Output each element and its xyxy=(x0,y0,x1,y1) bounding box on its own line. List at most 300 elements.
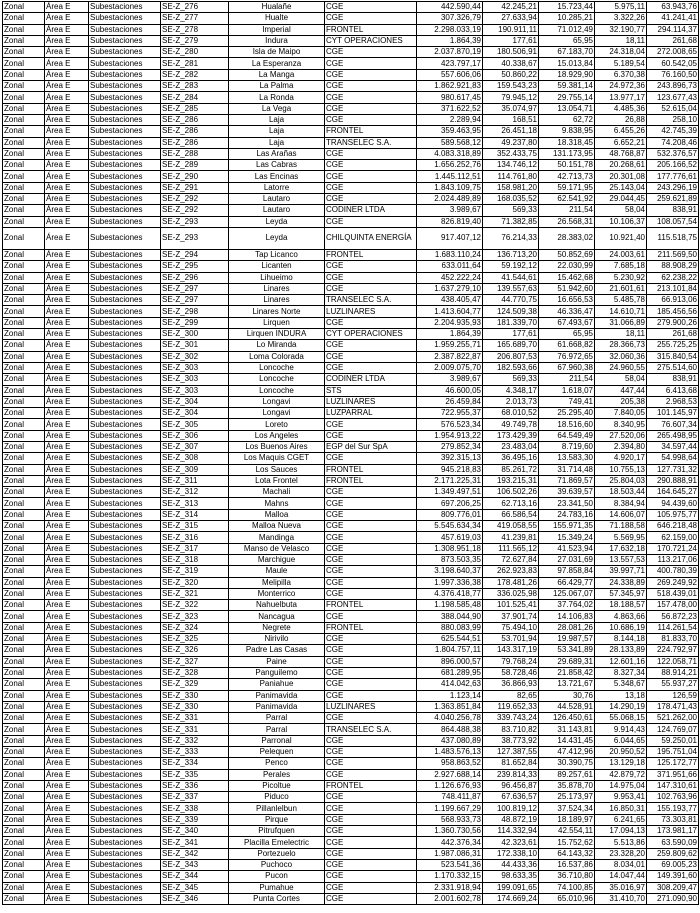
substation-name-cell: Leyda xyxy=(229,216,325,227)
value-4-cell: 17.094,13 xyxy=(595,826,647,837)
value-4-cell: 35.016,97 xyxy=(595,882,647,893)
table-row xyxy=(3,47,699,58)
segment-cell: Zonal xyxy=(3,577,45,588)
owner-cell: CGE xyxy=(325,317,417,328)
code-cell: SE-Z_296 xyxy=(161,272,229,283)
area-cell: Área E xyxy=(45,295,89,306)
code-cell: SE-Z_299 xyxy=(161,317,229,328)
value-1-cell: 2.387.822,87 xyxy=(417,351,483,362)
substation-name-cell: Leyda xyxy=(229,227,325,249)
owner-cell: CGE xyxy=(325,340,417,351)
value-4-cell: 18,11 xyxy=(595,35,647,46)
owner-cell: LUZLINARES xyxy=(325,701,417,712)
area-cell: Área E xyxy=(45,24,89,35)
value-4-cell: 4.863,66 xyxy=(595,611,647,622)
area-cell: Área E xyxy=(45,475,89,486)
segment-cell: Zonal xyxy=(3,114,45,125)
segment-cell: Zonal xyxy=(3,859,45,870)
segment-cell: Zonal xyxy=(3,103,45,114)
value-3-cell: 30.390,75 xyxy=(539,758,595,769)
value-4-cell: 24.003,61 xyxy=(595,249,647,260)
value-3-cell: 42.554,11 xyxy=(539,826,595,837)
value-2-cell: 42.323,61 xyxy=(483,837,539,848)
owner-cell: CGE xyxy=(325,893,417,904)
value-5-cell: 838,91 xyxy=(647,205,699,216)
table-row xyxy=(3,521,699,532)
value-1-cell: 279.852,34 xyxy=(417,441,483,452)
value-2-cell: 114.761,80 xyxy=(483,171,539,182)
value-5-cell: 66.913,06 xyxy=(647,295,699,306)
value-3-cell: 29.689,31 xyxy=(539,656,595,667)
value-2-cell: 136.713,20 xyxy=(483,249,539,260)
category-cell: Subestaciones xyxy=(89,182,161,193)
category-cell: Subestaciones xyxy=(89,509,161,520)
table-row xyxy=(3,419,699,430)
segment-cell: Zonal xyxy=(3,385,45,396)
segment-cell: Zonal xyxy=(3,261,45,272)
substation-name-cell: Pirque xyxy=(229,814,325,825)
value-2-cell: 59.192,12 xyxy=(483,261,539,272)
owner-cell: CGE xyxy=(325,826,417,837)
value-4-cell: 48.768,87 xyxy=(595,148,647,159)
value-5-cell: 34.597,44 xyxy=(647,441,699,452)
table-row xyxy=(3,882,699,893)
owner-cell: LUZLINARES xyxy=(325,396,417,407)
value-2-cell: 134.746,12 xyxy=(483,160,539,171)
value-5-cell: 205.166,52 xyxy=(647,160,699,171)
code-cell: SE-Z_341 xyxy=(161,837,229,848)
code-cell: SE-Z_303 xyxy=(161,385,229,396)
value-4-cell: 9.914,43 xyxy=(595,724,647,735)
segment-cell: Zonal xyxy=(3,160,45,171)
area-cell: Área E xyxy=(45,58,89,69)
value-2-cell: 569,33 xyxy=(483,374,539,385)
segment-cell: Zonal xyxy=(3,826,45,837)
value-3-cell: 9.838,95 xyxy=(539,126,595,137)
substation-name-cell: Pillanlelbun xyxy=(229,803,325,814)
value-4-cell: 8.327,34 xyxy=(595,667,647,678)
segment-cell: Zonal xyxy=(3,735,45,746)
value-3-cell: 41.523,94 xyxy=(539,543,595,554)
value-3-cell: 53.341,89 xyxy=(539,645,595,656)
segment-cell: Zonal xyxy=(3,701,45,712)
table-row xyxy=(3,351,699,362)
code-cell: SE-Z_324 xyxy=(161,622,229,633)
value-2-cell: 4.348,17 xyxy=(483,385,539,396)
segment-cell: Zonal xyxy=(3,622,45,633)
area-cell: Área E xyxy=(45,194,89,205)
owner-cell: FRONTEL xyxy=(325,622,417,633)
area-cell: Área E xyxy=(45,882,89,893)
value-5-cell: 400.780,39 xyxy=(647,566,699,577)
category-cell: Subestaciones xyxy=(89,24,161,35)
value-5-cell: 269.249,92 xyxy=(647,577,699,588)
value-4-cell: 5.513,86 xyxy=(595,837,647,848)
substation-name-cell: Manso de Velasco xyxy=(229,543,325,554)
value-5-cell: 60.542,05 xyxy=(647,58,699,69)
substation-name-cell: Maule xyxy=(229,566,325,577)
value-5-cell: 185.456,56 xyxy=(647,306,699,317)
value-1-cell: 1.864,39 xyxy=(417,35,483,46)
owner-cell: EGP del Sur SpA xyxy=(325,441,417,452)
table-row xyxy=(3,227,699,249)
value-2-cell: 49.237,80 xyxy=(483,137,539,148)
value-5-cell: 259.809,62 xyxy=(647,848,699,859)
segment-cell: Zonal xyxy=(3,216,45,227)
value-2-cell: 173.429,39 xyxy=(483,430,539,441)
substation-name-cell: La Vega xyxy=(229,103,325,114)
value-4-cell: 18.503,44 xyxy=(595,487,647,498)
owner-cell: CGE xyxy=(325,566,417,577)
category-cell: Subestaciones xyxy=(89,837,161,848)
area-cell: Área E xyxy=(45,171,89,182)
substation-name-cell: Loncoche xyxy=(229,362,325,373)
area-cell: Área E xyxy=(45,487,89,498)
value-5-cell: 178.471,43 xyxy=(647,701,699,712)
table-row xyxy=(3,758,699,769)
value-3-cell: 97.858,84 xyxy=(539,566,595,577)
value-5-cell: 42.745,39 xyxy=(647,126,699,137)
owner-cell: CGE xyxy=(325,735,417,746)
substation-name-cell: Los Maquis CGET xyxy=(229,453,325,464)
category-cell: Subestaciones xyxy=(89,362,161,373)
area-cell: Área E xyxy=(45,634,89,645)
value-1-cell: 1.170.332,15 xyxy=(417,871,483,882)
segment-cell: Zonal xyxy=(3,317,45,328)
segment-cell: Zonal xyxy=(3,848,45,859)
segment-cell: Zonal xyxy=(3,453,45,464)
value-2-cell: 168.035,52 xyxy=(483,194,539,205)
value-5-cell: 279.900,26 xyxy=(647,317,699,328)
table-row xyxy=(3,182,699,193)
value-2-cell: 48.872,19 xyxy=(483,814,539,825)
substation-name-cell: La Palma xyxy=(229,81,325,92)
value-1-cell: 1.199.667,29 xyxy=(417,803,483,814)
segment-cell: Zonal xyxy=(3,430,45,441)
value-4-cell: 8.384,94 xyxy=(595,498,647,509)
table-row xyxy=(3,543,699,554)
table-row xyxy=(3,475,699,486)
owner-cell: CGE xyxy=(325,81,417,92)
segment-cell: Zonal xyxy=(3,249,45,260)
code-cell: SE-Z_294 xyxy=(161,249,229,260)
value-1-cell: 442.590,44 xyxy=(417,2,483,13)
code-cell: SE-Z_330 xyxy=(161,690,229,701)
segment-cell: Zonal xyxy=(3,81,45,92)
value-4-cell: 8.144,18 xyxy=(595,634,647,645)
value-2-cell: 82,65 xyxy=(483,690,539,701)
value-1-cell: 576.523,34 xyxy=(417,419,483,430)
table-row xyxy=(3,92,699,103)
code-cell: SE-Z_286 xyxy=(161,137,229,148)
substation-name-cell: Parral xyxy=(229,724,325,735)
value-2-cell: 111.565,12 xyxy=(483,543,539,554)
table-row xyxy=(3,126,699,137)
value-3-cell: 50.852,69 xyxy=(539,249,595,260)
code-cell: SE-Z_337 xyxy=(161,792,229,803)
value-5-cell: 94.439,60 xyxy=(647,498,699,509)
value-5-cell: 2.968,53 xyxy=(647,396,699,407)
value-4-cell: 55.068,15 xyxy=(595,713,647,724)
code-cell: SE-Z_343 xyxy=(161,859,229,870)
area-cell: Área E xyxy=(45,148,89,159)
value-4-cell: 6.455,26 xyxy=(595,126,647,137)
value-2-cell: 66.586,54 xyxy=(483,509,539,520)
value-5-cell: 62.159,00 xyxy=(647,532,699,543)
category-cell: Subestaciones xyxy=(89,81,161,92)
value-2-cell: 35.074,97 xyxy=(483,103,539,114)
category-cell: Subestaciones xyxy=(89,329,161,340)
substation-name-cell: Longavi xyxy=(229,396,325,407)
segment-cell: Zonal xyxy=(3,814,45,825)
value-3-cell: 15.462,68 xyxy=(539,272,595,283)
value-2-cell: 85.261,72 xyxy=(483,464,539,475)
code-cell: SE-Z_303 xyxy=(161,362,229,373)
owner-cell: CGE xyxy=(325,758,417,769)
value-3-cell: 65,95 xyxy=(539,35,595,46)
value-3-cell: 18.929,90 xyxy=(539,69,595,80)
value-4-cell: 4.485,36 xyxy=(595,103,647,114)
category-cell: Subestaciones xyxy=(89,690,161,701)
code-cell: SE-Z_325 xyxy=(161,634,229,645)
category-cell: Subestaciones xyxy=(89,679,161,690)
area-cell: Área E xyxy=(45,351,89,362)
value-4-cell: 205,38 xyxy=(595,396,647,407)
substation-name-cell: Isla de Maipo xyxy=(229,47,325,58)
substation-name-cell: Melipilla xyxy=(229,577,325,588)
value-3-cell: 16.656,53 xyxy=(539,295,595,306)
value-1-cell: 2.289,94 xyxy=(417,114,483,125)
owner-cell: FRONTEL xyxy=(325,126,417,137)
value-2-cell: 23.483,04 xyxy=(483,441,539,452)
table-row xyxy=(3,554,699,565)
value-2-cell: 339.743,24 xyxy=(483,713,539,724)
substation-name-cell: Monterrico xyxy=(229,588,325,599)
value-4-cell: 29.044,45 xyxy=(595,194,647,205)
value-2-cell: 182.593,66 xyxy=(483,362,539,373)
value-5-cell: 243.296,19 xyxy=(647,182,699,193)
value-4-cell: 23.328,20 xyxy=(595,848,647,859)
value-1-cell: 1.349.497,51 xyxy=(417,487,483,498)
table-row xyxy=(3,498,699,509)
value-5-cell: 261,68 xyxy=(647,35,699,46)
table-row xyxy=(3,137,699,148)
value-4-cell: 17.632,18 xyxy=(595,543,647,554)
value-2-cell: 81.652,84 xyxy=(483,758,539,769)
segment-cell: Zonal xyxy=(3,667,45,678)
value-5-cell: 76.160,50 xyxy=(647,69,699,80)
value-1-cell: 625.544,51 xyxy=(417,634,483,645)
segment-cell: Zonal xyxy=(3,205,45,216)
code-cell: SE-Z_334 xyxy=(161,758,229,769)
value-2-cell: 168,51 xyxy=(483,114,539,125)
substation-name-cell: Pumahue xyxy=(229,882,325,893)
value-1-cell: 880.083,99 xyxy=(417,622,483,633)
substation-name-cell: Perales xyxy=(229,769,325,780)
table-row xyxy=(3,441,699,452)
table-row xyxy=(3,295,699,306)
code-cell: SE-Z_326 xyxy=(161,645,229,656)
code-cell: SE-Z_327 xyxy=(161,656,229,667)
category-cell: Subestaciones xyxy=(89,114,161,125)
value-4-cell: 71.188,58 xyxy=(595,521,647,532)
value-4-cell: 6.241,65 xyxy=(595,814,647,825)
code-cell: SE-Z_306 xyxy=(161,430,229,441)
code-cell: SE-Z_279 xyxy=(161,35,229,46)
code-cell: SE-Z_305 xyxy=(161,419,229,430)
segment-cell: Zonal xyxy=(3,837,45,848)
owner-cell: CGE xyxy=(325,588,417,599)
value-2-cell: 44.770,75 xyxy=(483,295,539,306)
value-1-cell: 1.198.585,48 xyxy=(417,600,483,611)
owner-cell: CGE xyxy=(325,261,417,272)
category-cell: Subestaciones xyxy=(89,227,161,249)
segment-cell: Zonal xyxy=(3,713,45,724)
category-cell: Subestaciones xyxy=(89,272,161,283)
category-cell: Subestaciones xyxy=(89,317,161,328)
value-3-cell: 8.719,60 xyxy=(539,441,595,452)
code-cell: SE-Z_320 xyxy=(161,577,229,588)
segment-cell: Zonal xyxy=(3,803,45,814)
segment-cell: Zonal xyxy=(3,58,45,69)
value-2-cell: 206.807,53 xyxy=(483,351,539,362)
area-cell: Área E xyxy=(45,47,89,58)
area-cell: Área E xyxy=(45,453,89,464)
table-row xyxy=(3,249,699,260)
value-4-cell: 10.106,37 xyxy=(595,216,647,227)
segment-cell: Zonal xyxy=(3,148,45,159)
value-2-cell: 53.701,94 xyxy=(483,634,539,645)
value-5-cell: 272.008,65 xyxy=(647,47,699,58)
owner-cell: CGE xyxy=(325,848,417,859)
table-row xyxy=(3,272,699,283)
value-3-cell: 37.524,34 xyxy=(539,803,595,814)
code-cell: SE-Z_333 xyxy=(161,747,229,758)
segment-cell: Zonal xyxy=(3,611,45,622)
value-4-cell: 5.975,11 xyxy=(595,2,647,13)
substation-name-cell: Panguilemo xyxy=(229,667,325,678)
category-cell: Subestaciones xyxy=(89,487,161,498)
value-5-cell: 261,68 xyxy=(647,329,699,340)
owner-cell: CGE xyxy=(325,498,417,509)
owner-cell: STS xyxy=(325,385,417,396)
code-cell: SE-Z_293 xyxy=(161,227,229,249)
substations-table xyxy=(2,1,699,905)
area-cell: Área E xyxy=(45,814,89,825)
owner-cell: FRONTEL xyxy=(325,249,417,260)
value-2-cell: 96.456,87 xyxy=(483,780,539,791)
code-cell: SE-Z_340 xyxy=(161,826,229,837)
value-4-cell: 31.410,70 xyxy=(595,893,647,904)
segment-cell: Zonal xyxy=(3,47,45,58)
value-1-cell: 557.606,06 xyxy=(417,69,483,80)
substation-name-cell: Linares xyxy=(229,295,325,306)
area-cell: Área E xyxy=(45,509,89,520)
category-cell: Subestaciones xyxy=(89,826,161,837)
owner-cell: CGE xyxy=(325,148,417,159)
value-1-cell: 917.407,12 xyxy=(417,227,483,249)
table-row xyxy=(3,837,699,848)
code-cell: SE-Z_346 xyxy=(161,893,229,904)
substation-name-cell: Pelequen xyxy=(229,747,325,758)
value-2-cell: 50.860,22 xyxy=(483,69,539,80)
value-5-cell: 122.058,71 xyxy=(647,656,699,667)
segment-cell: Zonal xyxy=(3,419,45,430)
value-1-cell: 359.463,95 xyxy=(417,126,483,137)
table-row xyxy=(3,814,699,825)
value-2-cell: 177,61 xyxy=(483,35,539,46)
category-cell: Subestaciones xyxy=(89,543,161,554)
substation-name-cell: Mandinga xyxy=(229,532,325,543)
category-cell: Subestaciones xyxy=(89,893,161,904)
area-cell: Área E xyxy=(45,317,89,328)
value-2-cell: 159.543,23 xyxy=(483,81,539,92)
value-3-cell: 24.783,16 xyxy=(539,509,595,520)
value-2-cell: 36.866,93 xyxy=(483,679,539,690)
value-2-cell: 174.669,24 xyxy=(483,893,539,904)
segment-cell: Zonal xyxy=(3,758,45,769)
substation-name-cell: Punta Cortes xyxy=(229,893,325,904)
category-cell: Subestaciones xyxy=(89,554,161,565)
value-3-cell: 23.341,50 xyxy=(539,498,595,509)
code-cell: SE-Z_289 xyxy=(161,160,229,171)
owner-cell: CGE xyxy=(325,769,417,780)
segment-cell: Zonal xyxy=(3,487,45,498)
value-2-cell: 62.713,16 xyxy=(483,498,539,509)
owner-cell: CGE xyxy=(325,419,417,430)
segment-cell: Zonal xyxy=(3,724,45,735)
area-cell: Área E xyxy=(45,713,89,724)
segment-cell: Zonal xyxy=(3,227,45,249)
table-body xyxy=(3,2,699,905)
value-1-cell: 371.622,52 xyxy=(417,103,483,114)
category-cell: Subestaciones xyxy=(89,351,161,362)
table-row xyxy=(3,362,699,373)
owner-cell: CGE xyxy=(325,871,417,882)
segment-cell: Zonal xyxy=(3,329,45,340)
segment-cell: Zonal xyxy=(3,679,45,690)
substation-name-cell: Penco xyxy=(229,758,325,769)
table-row xyxy=(3,634,699,645)
value-1-cell: 980.617,45 xyxy=(417,92,483,103)
owner-cell: CGE xyxy=(325,634,417,645)
category-cell: Subestaciones xyxy=(89,340,161,351)
value-5-cell: 108.057,54 xyxy=(647,216,699,227)
substation-name-cell: Padre Las Casas xyxy=(229,645,325,656)
value-4-cell: 10.921,40 xyxy=(595,227,647,249)
table-row xyxy=(3,205,699,216)
value-4-cell: 24.960,55 xyxy=(595,362,647,373)
value-4-cell: 8.034,01 xyxy=(595,859,647,870)
value-2-cell: 71.382,85 xyxy=(483,216,539,227)
value-5-cell: 173.981,17 xyxy=(647,826,699,837)
substation-name-cell: Lirquen INDURA xyxy=(229,329,325,340)
table-row xyxy=(3,826,699,837)
segment-cell: Zonal xyxy=(3,882,45,893)
owner-cell: CGE xyxy=(325,2,417,13)
substation-name-cell: Malloa Nueva xyxy=(229,521,325,532)
category-cell: Subestaciones xyxy=(89,622,161,633)
value-4-cell: 14.606,07 xyxy=(595,509,647,520)
value-1-cell: 438.405,47 xyxy=(417,295,483,306)
substation-name-cell: Linares Norte xyxy=(229,306,325,317)
code-cell: SE-Z_330 xyxy=(161,701,229,712)
value-4-cell: 5.348,67 xyxy=(595,679,647,690)
value-5-cell: 62.238,22 xyxy=(647,272,699,283)
value-4-cell: 24.972,36 xyxy=(595,81,647,92)
value-1-cell: 4.083.318,89 xyxy=(417,148,483,159)
value-4-cell: 13.129,18 xyxy=(595,758,647,769)
